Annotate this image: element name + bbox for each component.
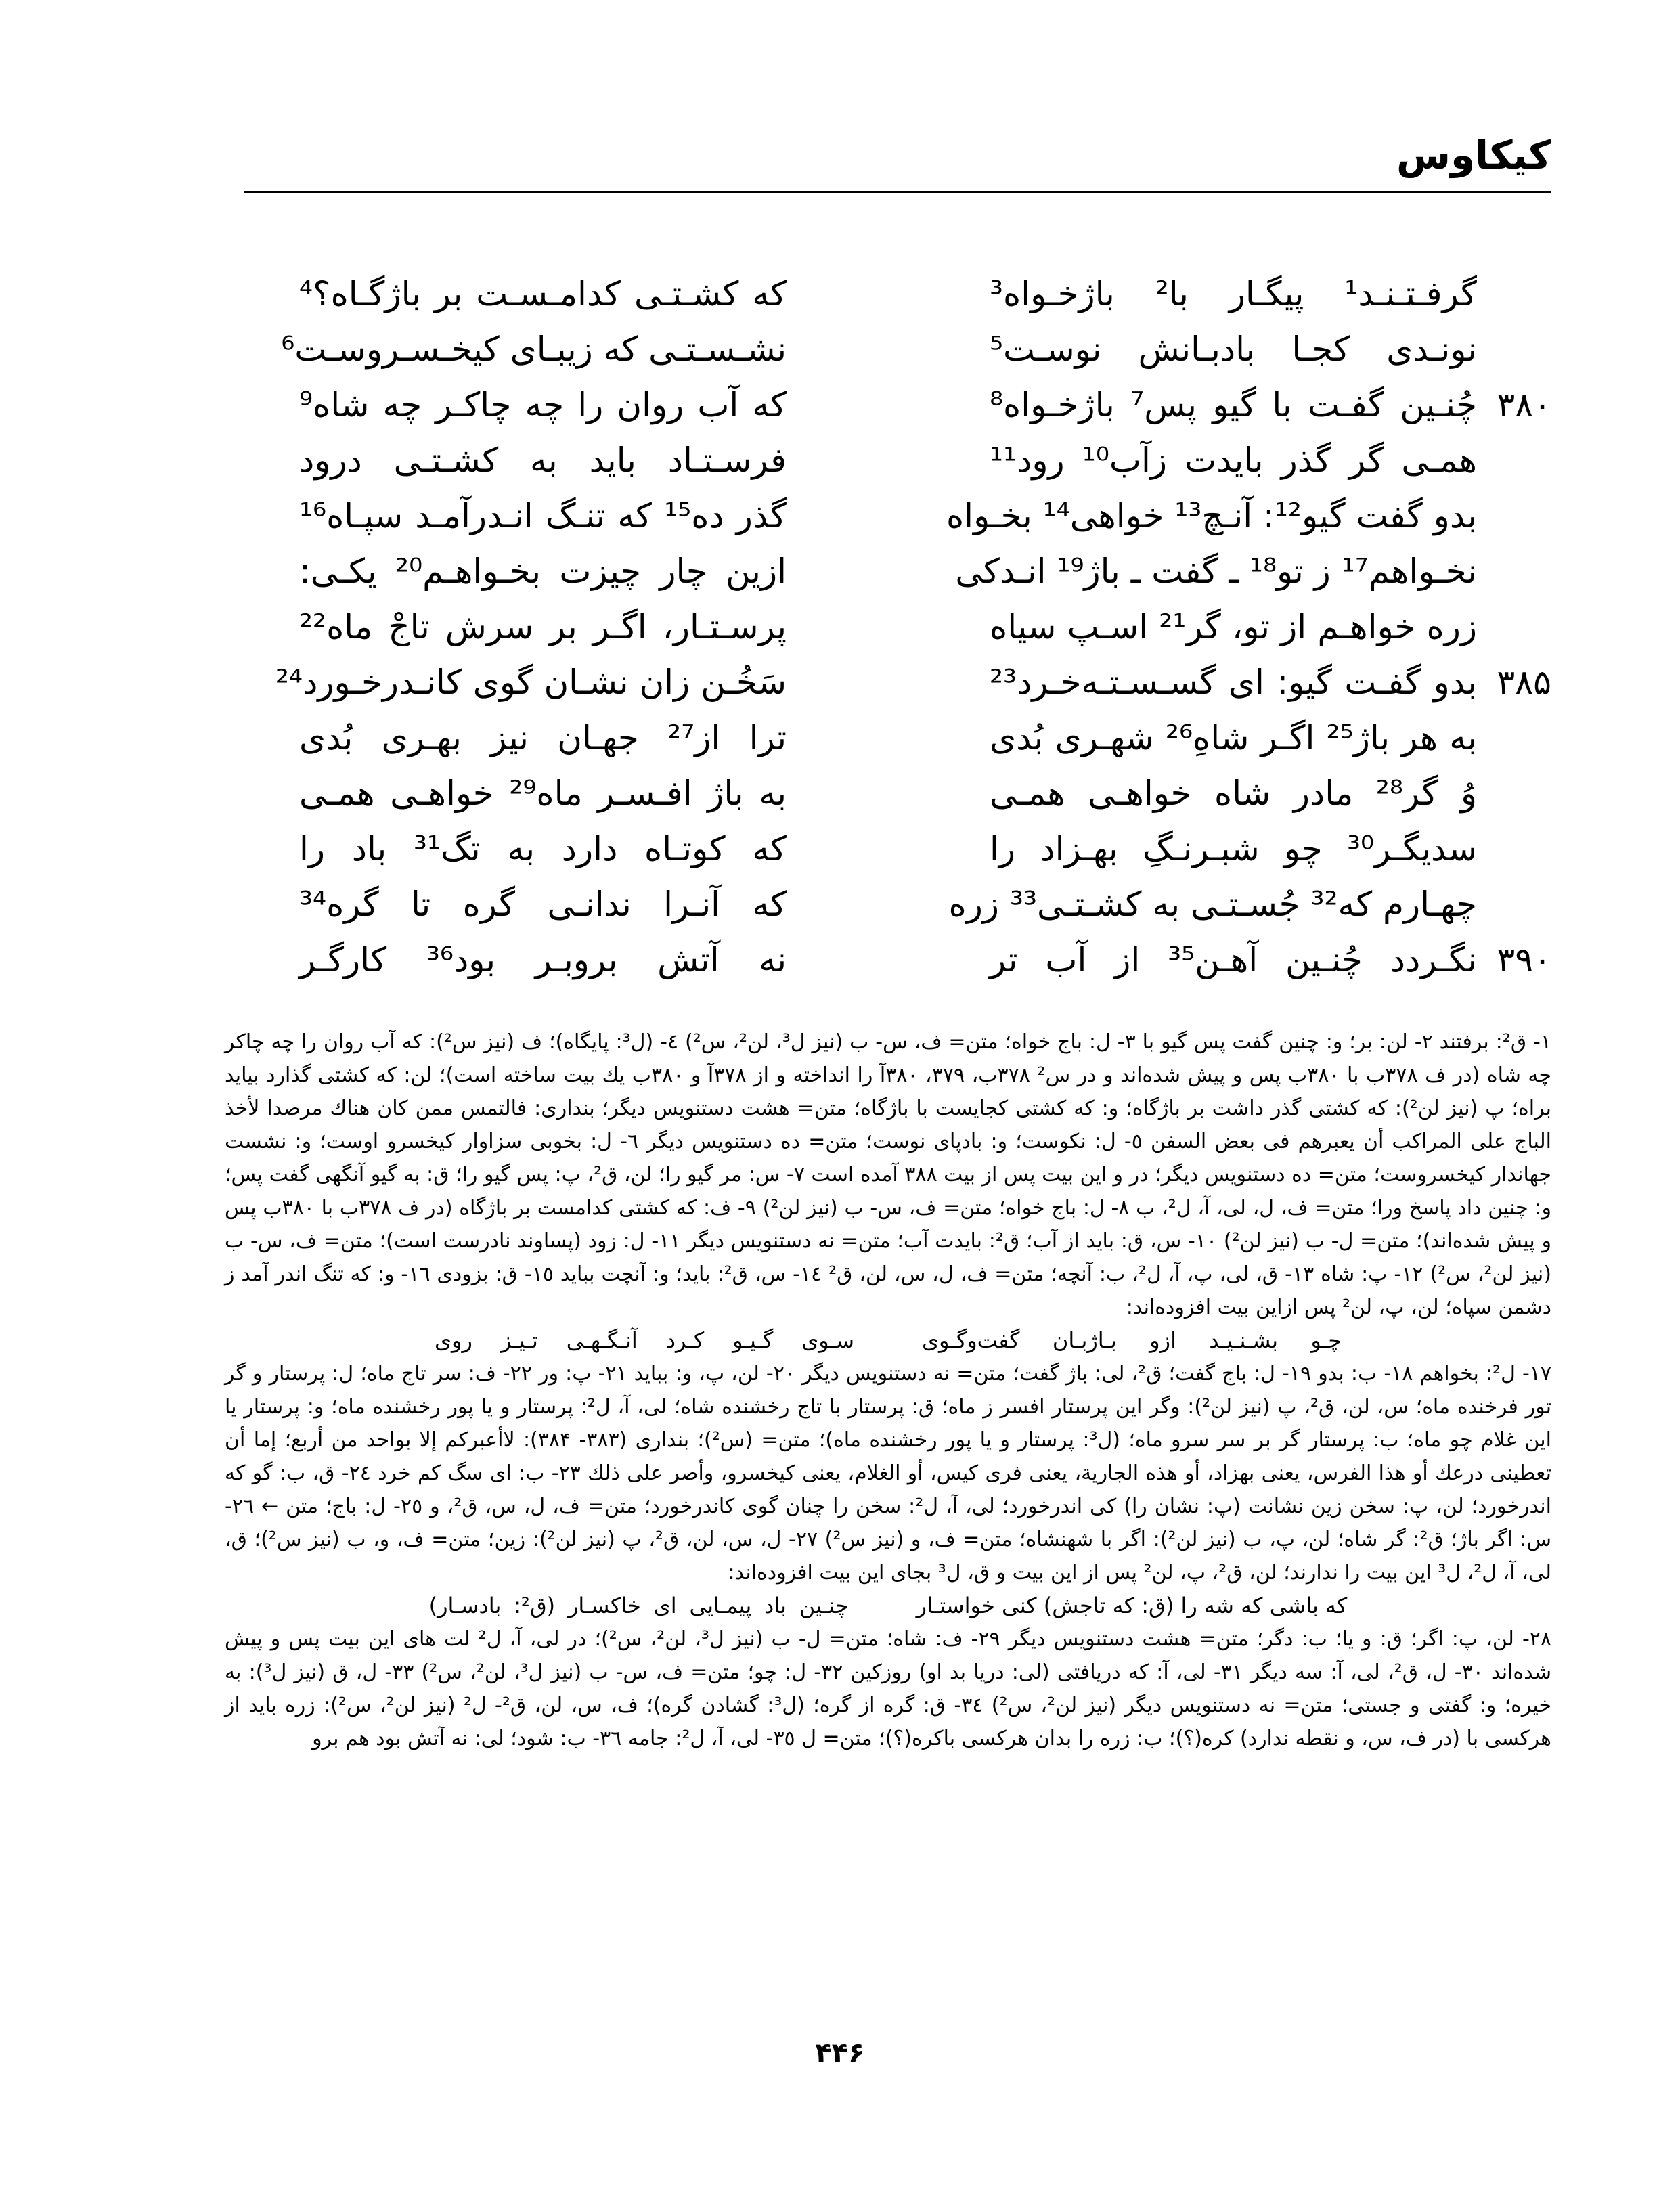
couplet (245, 597, 1551, 657)
hemistich-second: فرسـتـاد باید به کشـتـی درود (299, 441, 787, 480)
verse-number: ۳۸۵ (1497, 663, 1551, 702)
inserted-verse (225, 1589, 1551, 1622)
critical-apparatus-footnotes (225, 1025, 1551, 1755)
couplet (245, 319, 1551, 379)
hemistich-second: گذر ده¹⁵ که تنـگ انـدرآمـد سپـاه¹⁶ (299, 496, 787, 535)
inserted-verse-second: سـوی گـیـو کـرد آنـگـهـی تـیـز روی (435, 1327, 854, 1353)
couplet (245, 875, 1551, 934)
couplet (245, 819, 1551, 879)
couplet (245, 541, 1551, 601)
hemistich-first: سدیگـر³⁰ چو شبـرنـگِ بهـزاد را (990, 829, 1477, 868)
hemistich-first: بدو گفـت گیو: ای گسـسـتـه‌خـرد²³ (990, 663, 1477, 702)
footnotes-block-3: ۲۸- لن، پ: اگر؛ ق: و یا؛ ب: دگر؛ متن= هشت دستنویس دیگر ۲۹- ف: شاه؛ متن= ل- ب (نیز ل³، لن²، س²)؛ در لی، آ، ل² لت های این بیت پس و پیش شده‌اند ۳۰- ل، ق²، لی، آ: سه دیگر ۳۱- لی، آ: كه دریافتی (لی: دریا بد او) روزكین ۳۲- ل: چو؛ متن= ف، س- ب (نیز ل³، لن²، س²) ۳۳- ل، ق (نیز ل³): به خیره؛ و: گفتی و جستی؛ متن= نه دستنویس دیگر (نیز لن²، س²) ۳٤- ق: گره از گره؛ (ل³: گشادن گره)؛ ف، س، لن، ق²- ل² (نیز لن²، س²): زره باید از هركسی با (در ف، س، و نقطه ندارد) كره(؟)؛ ب: زره را بدان هركسی باكره(؟)؛ متن= ل ۳٥- لی، آ، ل²: جامه ۳٦- ب: شود؛ لی: نه آتش بود هم برو (225, 1627, 1552, 1750)
hemistich-second: که کوتـاه دارد به تگ³¹ باد را (299, 829, 787, 868)
inserted-verse-first: چـو بشـنـیـد ازو بـاژبـان گفت‌وگـوی (922, 1327, 1342, 1353)
hemistich-first: به هر باژ²⁵ اگـر شاهِ²⁶ شهـری بُدی (990, 718, 1477, 757)
hemistich-first: نونـدی کجـا بادبـانش نوسـت⁵ (990, 330, 1477, 369)
hemistich-first: نخـواهم¹⁷ ز تو¹⁸ ـ گفت ـ باژ¹⁹ انـدکی (955, 552, 1477, 591)
hemistich-second: نه آتش بروبـر بود³⁶ کارگـر (299, 940, 787, 979)
page-number: ۴۴۶ (815, 2037, 865, 2069)
header-rule (244, 191, 1551, 193)
hemistich-second: پرسـتـار، اگـر بر سرش تاجْ ماه²² (299, 607, 787, 646)
inserted-verse-first: كه باشی كه شه را (ق: كه تاجش) كنی خواستـار (916, 1593, 1348, 1618)
footnotes-block-2: ۱۷- ل²: بخواهم ۱۸- ب: بدو ۱۹- ل: باج گفت؛ ق²، لی: باژ گفت؛ متن= نه دستنویس دیگر ۲۰- لن، پ، و: بباید ۲۱- پ: ور ۲۲- ف: سر تاج ماه؛ ل: پرستار و گر تور فرخنده ماه؛ س، لن، ق²، پ (نیز لن²): وگر این پرستار افسر ز ماه؛ ق: پرستار با تاج رخشنده شاه؛ لی، آ، ل²: پرستار و یا پور رخشنده ماه؛ و: پرستار یا این غلام چو ماه؛ ب: پرستار گر بر سر سرو ماه؛ (ل³: پرستار و یا پور رخشنده ماه)؛ متن= (س²)؛ بنداری (۳۸۳- ۳۸۴): لاأعبركم إلا بواحد من أربع؛ إما أن تعطینی درعك أو هذا الفرس، یعنی بهزاد، أو هذه الجاریة، یعنی فری كیس، أو الغلام، یعنی كیخسرو، وأصر علی ذلك ۲۳- ب: ای سگ كم خرد ۲٤- ق، ب: گو كه اندرخورد؛ لن، پ: سخن زین نشانت (پ: نشان را) كی اندرخورد؛ لی، آ، ل²: سخن را چنان گوی كاندرخورد؛ متن= ف، ل، س، ق²، و ۲٥- ل: باج؛ متن ← ۲٦- س: اگر باژ؛ ق²: گر شاه؛ لن، پ، ب (نیز لن²): اگر با شهنشاه؛ متن= ف، و (نیز س²) ۲۷- ل، س، لن، ق²، پ (نیز لن²): زین؛ متن= ف، و، ب (نیز س²)؛ ق، لی، آ، ل²، ل³ این بیت را ندارند؛ لن، ق²، پ، لن² پس از این بیت و ق، ل³ بجای این بیت افزوده‌اند: (225, 1362, 1552, 1585)
couplet (245, 930, 1551, 990)
hemistich-second: به باژ افـسـر ماه²⁹ خواهـی همـی (299, 774, 787, 813)
inserted-verse-second: چنـین باد پیمـایی ای خاكسـار (ق²: بادسـار) (428, 1593, 849, 1618)
running-title: کیکاوس (1396, 132, 1551, 178)
hemistich-second: نشـسـتـی که زیبـای کیخـسـروسـت⁶ (281, 330, 787, 369)
poem-body (245, 264, 1551, 995)
couplet (245, 430, 1551, 490)
hemistich-second: سَخُـن زان نشـان گوی کانـدرخـورد²⁴ (275, 663, 787, 702)
hemistich-first: زره خواهـم از تو، گر²¹ اسـپ سیاه (990, 607, 1477, 646)
hemistich-second: که آب روان را چه چاکـر چه شاه⁹ (299, 385, 787, 424)
hemistich-first: چهـارم که³² جُسـتـی به کشـتـی³³ زره (948, 885, 1477, 924)
hemistich-second: که کشـتـی کدامـسـت بر باژگـاه؟⁴ (299, 274, 787, 313)
footnotes-block-1: ۱- ق²: برفتند ۲- لن: بر؛ و: چنین گفت پس گیو با ۳- ل: باج خواه؛ متن= ف، س- ب (نیز ل³، لن²، س²) ٤- (ل³: پایگاه)؛ ف (نیز س²): که آب روان را چه چاکر چه شاه (در ف ۳۷۸ب با ۳۸۰ب پس و پیش شده‌اند و در س² ۳۷۸ب، ۳۷۹، ۳۸۰آ را انداخته و از ۳۷۸آ و ۳۸۰ب یك بیت ساخته است)؛ لن: که کشتی گذارد بیاید براه؛ پ (نیز لن²): که کشتی گذر داشت بر باژگاه؛ و: که کشتی کجایست با باژگاه؛ متن= هشت دستنویس دیگر؛ بنداری: فالتمس ممن کان هناك مرصدا لأخذ الباج علی المراكب أن یعبرهم فی بعض السفن ٥- ل: نكوست؛ و: بادپای نوست؛ متن= ده دستنویس دیگر ٦- ل: بخوبی سزاوار کیخسرو اوست؛ و: نشست جهاندار کیخسروست؛ متن= ده دستنویس دیگر؛ در و این بیت پس از بیت ۳۸۸ آمده است ۷- س: مر گیو را؛ لن، ق²، پ: پس گیو را؛ ق: به گیو آنگهی گفت پس؛ و: چنین داد پاسخ ورا؛ متن= ف، ل، لی، آ، ل²، ب ۸- ل: باج خواه؛ متن= ف، س- ب (نیز لن²) ۹- ف: که کشتی کدامست بر باژگاه (در ف ۳۷۸ب با ۳۸۰ب پس و پیش شده‌اند)؛ متن= ل- ب (نیز لن²) ۱۰- س، ق: باید از آب؛ ق²: بایدت آب؛ متن= نه دستنویس دیگر ۱۱- ل: زود (پساوند نادرست است)؛ متن= ف، س- ب (نیز لن²، س²) ۱۲- پ: شاه ۱۳- ق، لی، پ، آ، ل²، ب: آنچه؛ متن= ف، ل، س، لن، ق² ١٤- س، ق²: باید؛ و: آنچت بباید ١٥- ق: بزودی ١٦- و: که تنگ اندر آمد ز دشمن سپاه؛ لن، پ، لن² پس ازاین بیت افزوده‌اند: (225, 1030, 1552, 1319)
verse-number: ۳۹۰ (1497, 940, 1551, 979)
hemistich-second: که آنـرا ندانـی گره تا گره³⁴ (299, 885, 787, 924)
hemistich-second: ازین چار چیزت بخـواهـم²⁰ یکـی: (299, 552, 787, 591)
hemistich-first: بدو گفت گیو¹²: آنـچ¹³ خواهی¹⁴ بخـواه (946, 496, 1477, 535)
hemistich-first: همـی گر گذر بایدت زآب¹⁰ رود¹¹ (990, 441, 1478, 480)
verse-number: ۳۸۰ (1497, 385, 1551, 424)
hemistich-first: چُنـین گفـت با گیو پس⁷ باژخـواه⁸ (990, 385, 1477, 424)
couplet (245, 764, 1551, 823)
hemistich-second: ترا از²⁷ جهـان نیز بهـری بُدی (299, 718, 787, 757)
couplet (245, 708, 1551, 768)
couplet (245, 375, 1551, 435)
hemistich-first: گرفـتـنـد¹ پیگـار با² باژخـواه³ (990, 274, 1477, 313)
couplet (245, 264, 1551, 324)
hemistich-first: نگـردد چُنـین آهـن³⁵ از آب تر (990, 940, 1477, 979)
inserted-verse (225, 1324, 1551, 1357)
couplet (245, 653, 1551, 712)
couplet (245, 486, 1551, 546)
hemistich-first: وُ گر²⁸ مادر شاه خواهـی همـی (990, 774, 1477, 813)
